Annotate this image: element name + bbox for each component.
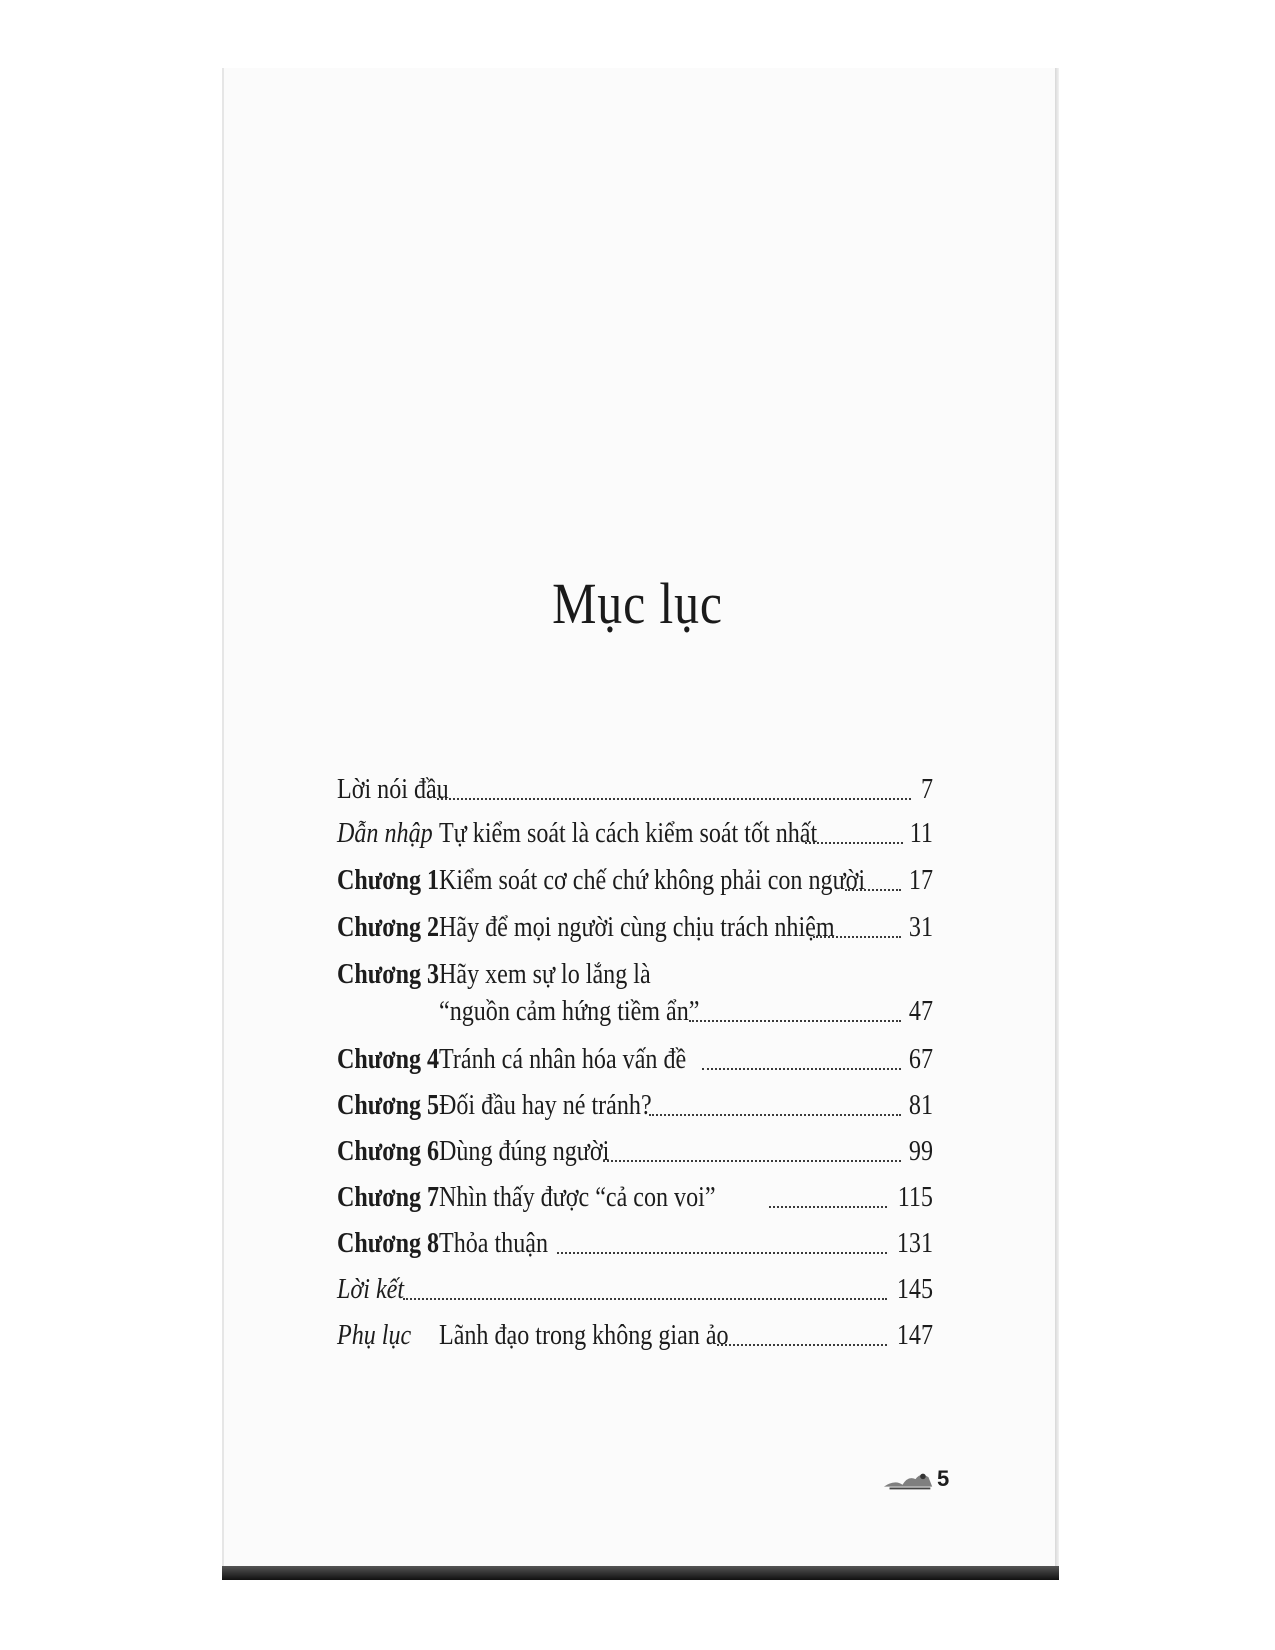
toc-entry-chapter-2[interactable] — [337, 908, 933, 948]
toc-entry-label: Chương 3 — [337, 959, 440, 990]
dot-leader — [769, 1178, 887, 1218]
scan-shadow — [222, 1566, 1059, 1580]
page-title: Mục lục — [552, 571, 723, 636]
toc-entry-label: Chương 1 — [337, 865, 440, 896]
dot-leader — [717, 1316, 887, 1356]
toc-entry-label: Chương 4 — [337, 1044, 440, 1075]
toc-entry-text-line2: “nguồn cảm hứng tiềm ẩn” — [439, 996, 700, 1027]
toc-entry-chapter-5[interactable] — [337, 1086, 933, 1126]
toc-entry-chapter-8[interactable] — [337, 1224, 933, 1264]
toc-page-number: 7 — [920, 774, 933, 805]
toc-entry-chapter-6[interactable] — [337, 1132, 933, 1172]
dot-leader — [813, 908, 901, 948]
toc-entry-label: Chương 5 — [337, 1090, 440, 1121]
toc-entry-label: Chương 8 — [337, 1228, 440, 1259]
toc-entry-text: Tránh cá nhân hóa vấn đề — [439, 1044, 687, 1075]
toc-entry-text: Đối đầu hay né tránh? — [439, 1090, 652, 1121]
toc-entry-chapter-3-continued[interactable] — [337, 992, 933, 1032]
dot-leader — [649, 1086, 901, 1126]
toc-entry-chapter-3[interactable] — [337, 955, 933, 995]
toc-page-number: 115 — [897, 1182, 933, 1213]
toc-page-number: 17 — [908, 865, 933, 896]
toc-entry-epilogue[interactable] — [337, 1270, 933, 1310]
toc-page-number: 67 — [908, 1044, 933, 1075]
dot-leader — [845, 861, 901, 901]
toc-entry-label: Chương 6 — [337, 1136, 440, 1167]
toc-entry-label: Chương 7 — [337, 1182, 440, 1213]
toc-entry-label: Dẫn nhập — [337, 818, 433, 849]
toc-entry-appendix[interactable] — [337, 1316, 933, 1356]
toc-page-number: 99 — [908, 1136, 933, 1167]
toc-entry-text: Hãy để mọi người cùng chịu trách nhiệm — [439, 912, 835, 943]
toc-entry-label: Phụ lục — [337, 1320, 412, 1351]
toc-entry-chapter-4[interactable] — [337, 1040, 933, 1080]
toc-page-number: 31 — [908, 912, 933, 943]
toc-entry-chapter-7[interactable] — [337, 1178, 933, 1218]
footer-ornament-icon — [880, 1468, 938, 1494]
toc-page-number: 11 — [909, 818, 933, 849]
toc-entry-preface[interactable] — [337, 770, 933, 810]
page-edge — [1055, 68, 1059, 1580]
toc-page-number: 47 — [908, 996, 933, 1027]
dot-leader — [702, 1040, 901, 1080]
toc-entry-text: Thỏa thuận — [439, 1228, 549, 1259]
dot-leader — [689, 992, 901, 1032]
toc-page-number: 131 — [896, 1228, 933, 1259]
toc-page-number: 81 — [908, 1090, 933, 1121]
dot-leader — [557, 1224, 887, 1264]
toc-entry-chapter-1[interactable] — [337, 861, 933, 901]
toc-entry-text: Kiểm soát cơ chế chứ không phải con người — [439, 865, 866, 896]
dot-leader — [805, 814, 903, 854]
dot-leader — [603, 1132, 901, 1172]
dot-leader — [437, 770, 911, 810]
toc-entry-introduction[interactable] — [337, 814, 933, 854]
toc-entry-text: Dùng đúng người — [439, 1136, 610, 1167]
page-number: 5 — [937, 1466, 950, 1491]
toc-entry-label: Lời kết — [337, 1274, 405, 1305]
dot-leader — [403, 1270, 887, 1310]
toc-entry-text: Tự kiểm soát là cách kiểm soát tốt nhất — [439, 818, 818, 849]
toc-page-number: 145 — [896, 1274, 933, 1305]
toc-entry-text: Lời nói đầu — [337, 774, 449, 805]
toc-entry-text: Hãy xem sự lo lắng là — [439, 959, 651, 990]
toc-entry-text: Nhìn thấy được “cả con voi” — [439, 1182, 716, 1213]
toc-entry-text: Lãnh đạo trong không gian ảo — [439, 1320, 729, 1351]
toc-entry-label: Chương 2 — [337, 912, 440, 943]
toc-page-number: 147 — [896, 1320, 933, 1351]
